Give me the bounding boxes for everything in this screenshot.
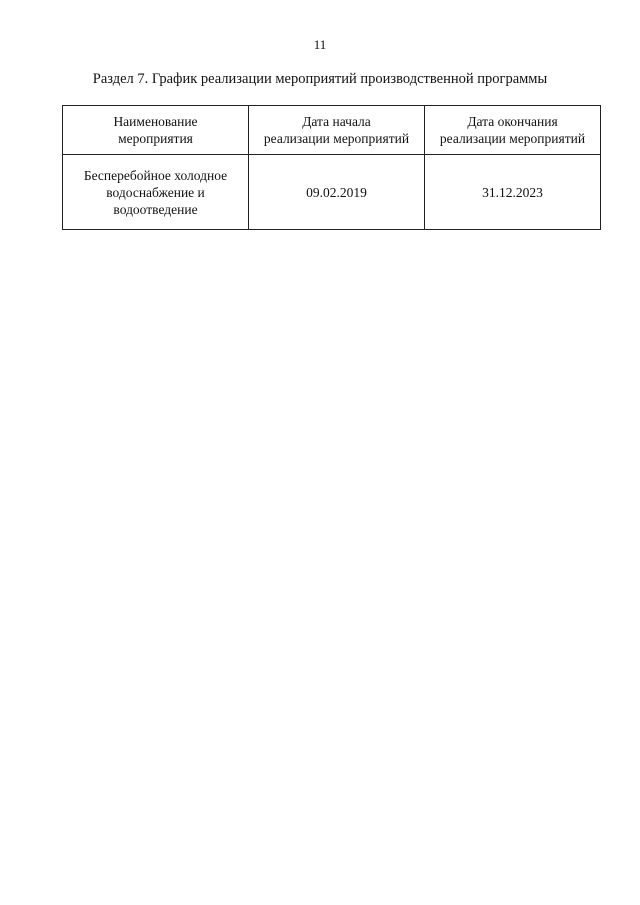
table-row <box>63 155 601 230</box>
section-title: Раздел 7. График реализации мероприятий производственной программы <box>92 71 548 87</box>
header-start-date <box>249 106 425 155</box>
cell-activity-name <box>63 155 249 230</box>
header-end-date-text: Дата окончания реализации мероприятий <box>439 114 586 146</box>
table-body <box>63 155 601 230</box>
cell-start-date <box>249 155 425 230</box>
cell-end-date-text: 31.12.2023 <box>482 184 543 200</box>
header-activity-name <box>63 106 249 155</box>
header-end-date <box>425 106 601 155</box>
header-row <box>63 106 601 155</box>
schedule-table <box>62 105 601 230</box>
cell-end-date <box>425 155 601 230</box>
header-activity-name-text: Наименование мероприятия <box>113 114 198 146</box>
page-number: 11 <box>313 37 327 52</box>
table-header <box>63 106 601 155</box>
cell-activity-name-text: Бесперебойное холодное водоснабжение и водоотведение <box>83 167 228 217</box>
cell-start-date-text: 09.02.2019 <box>306 184 367 200</box>
header-start-date-text: Дата начала реализации мероприятий <box>263 114 410 146</box>
